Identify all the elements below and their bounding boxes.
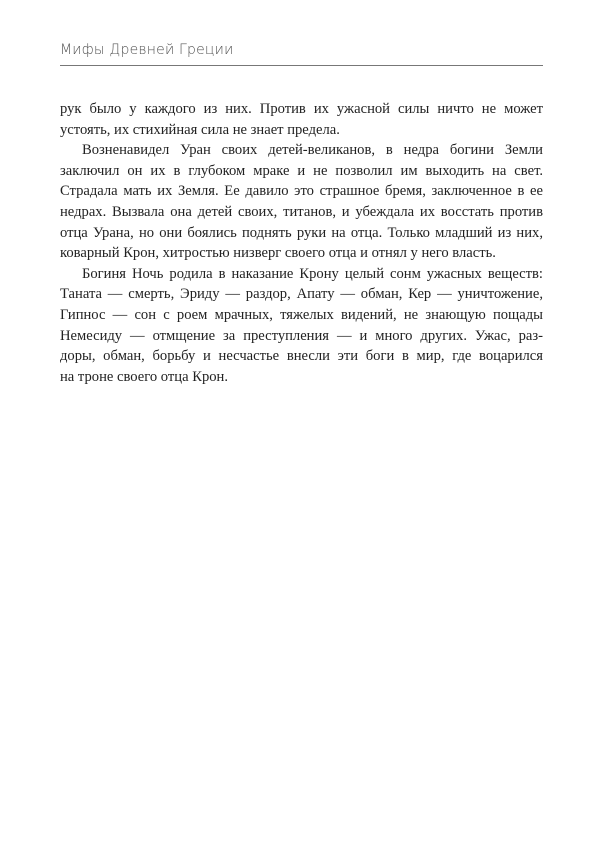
text-line: устоять, их стихийная сила не знает предела.	[60, 121, 340, 138]
text-line: Таната — смерть, Эриду — раздор, Апату — обман, Кер — уничтожение,	[60, 286, 543, 303]
text-line: Возненавидел Уран своих детей-великанов, в недра богини Земли	[82, 142, 543, 159]
text-line: коварный Крон, хитростью низверг своего отца и отнял у него власть.	[60, 245, 496, 262]
text-line: отца Урана, но они боялись поднять руки на отца. Только младший из них,	[60, 224, 543, 241]
header-rule	[60, 65, 543, 66]
text-line: Богиня Ночь родила в наказание Крону целый сонм ужасных веществ:	[82, 265, 543, 282]
text-line: Гипнос — сон с роем мрачных, тяжелых видений, не знающую пощады	[60, 306, 543, 323]
text-line: заключил он их в глубоком мраке и не позволил им выходить на свет.	[60, 162, 543, 179]
text-line: рук было у каждого из них. Против их ужасной силы ничто не может	[60, 101, 543, 117]
text-line: Немесиду — отмщение за преступления — и много других. Ужас, раз-	[60, 327, 543, 344]
running-head: Мифы Древней Греции	[60, 42, 234, 58]
text-line: Страдала мать их Земля. Ее давило это страшное бремя, заключенное в ее	[60, 183, 543, 200]
text-line: доры, обман, борьбу и несчастье внесли эти боги в мир, где воцарился	[60, 348, 543, 365]
body-text	[60, 99, 543, 387]
paragraph	[60, 264, 543, 388]
paragraph	[60, 140, 543, 264]
paragraph	[60, 99, 543, 140]
text-line: на троне своего отца Крон.	[60, 368, 229, 385]
text-line: недрах. Вызвала она детей своих, титанов, и убеждала их восстать против	[60, 203, 543, 220]
